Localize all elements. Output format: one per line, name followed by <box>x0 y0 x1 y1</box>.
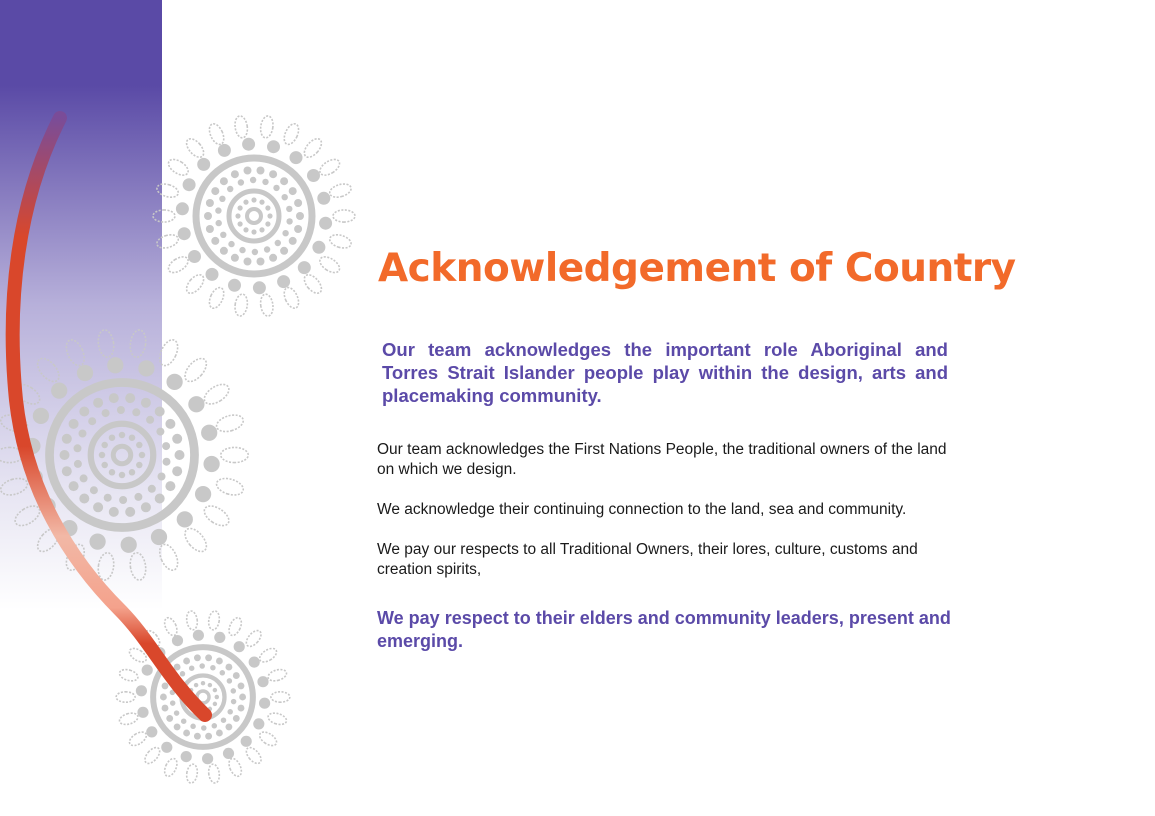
paragraph-respects: We pay our respects to all Traditional Owners, their lores, culture, customs and creation spirits, <box>377 541 918 578</box>
dot-art-circle-bottom <box>116 610 290 783</box>
paragraph-connection: We acknowledge their continuing connection to the land, sea and community. <box>377 501 907 518</box>
ribbon-swoosh <box>13 118 205 715</box>
page-title: Acknowledgement of Country <box>378 246 1016 291</box>
dot-art-circle-top <box>153 115 355 317</box>
dot-art-circle-middle <box>0 329 248 581</box>
purple-gradient-band <box>0 0 162 610</box>
lead-statement: Our team acknowledges the important role Aboriginal and Torres Strait Islander people play within the design, arts and placemaking community. <box>382 339 948 406</box>
paragraph-first-nations: Our team acknowledges the First Nations People, the traditional owners of the land on which we design. <box>377 441 947 478</box>
closing-statement: We pay respect to their elders and community leaders, present and emerging. <box>377 608 951 651</box>
